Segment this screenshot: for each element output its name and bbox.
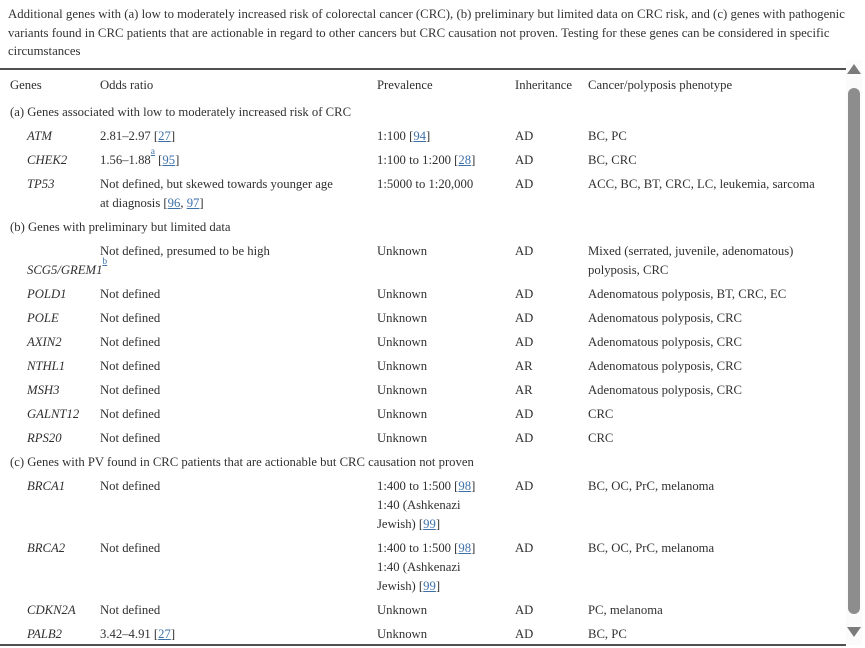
text-segment: 1:100 to 1:200 [ — [377, 152, 459, 167]
text-segment: AD — [515, 152, 534, 167]
text-segment: AD — [515, 334, 534, 349]
table-row — [0, 354, 844, 378]
prevalence-cell — [377, 402, 515, 426]
text-segment: 3.42–4.91 [ — [100, 626, 159, 641]
phenotype-cell — [588, 378, 844, 402]
text-segment: Unknown — [377, 626, 428, 641]
gene-name-cell — [0, 426, 100, 450]
text-segment: Not defined — [100, 286, 161, 301]
prevalence-cell — [377, 172, 515, 215]
table-row — [0, 536, 844, 598]
text-segment: Not defined — [100, 358, 161, 373]
text-segment: 2.81–2.97 [ — [100, 128, 159, 143]
inheritance-cell — [515, 306, 588, 330]
text-segment: 1:400 to 1:500 [ — [377, 540, 459, 555]
odds-ratio-cell — [100, 598, 377, 622]
prevalence-cell — [377, 474, 515, 536]
text-segment: Not defined — [100, 540, 161, 555]
table-row — [0, 124, 844, 148]
text-segment: CRC — [588, 430, 614, 445]
text-segment: Adenomatous polyposis, CRC — [588, 310, 743, 325]
text-segment: Not defined — [100, 406, 161, 421]
inheritance-cell — [515, 330, 588, 354]
genes-table — [0, 70, 844, 646]
prevalence-cell — [377, 148, 515, 172]
gene-name-cell — [0, 378, 100, 402]
table-row — [0, 622, 844, 646]
odds-ratio-cell — [100, 148, 377, 172]
text-segment: 1:400 to 1:500 [ — [377, 478, 459, 493]
col-header-prevalence: Prevalence — [377, 78, 433, 92]
text-segment: Jewish) [ — [377, 578, 424, 593]
text-segment: NTHL1 — [27, 358, 66, 373]
inheritance-cell — [515, 474, 588, 536]
odds-ratio-cell — [100, 536, 377, 598]
phenotype-cell — [588, 598, 844, 622]
footnote-marker[interactable] — [102, 257, 107, 267]
text-segment: GALNT12 — [27, 406, 80, 421]
text-segment — [27, 244, 30, 258]
text-segment: Unknown — [377, 310, 428, 325]
text-segment: , — [180, 195, 187, 210]
scroll-up-arrow-icon[interactable] — [847, 64, 861, 74]
text-segment: Unknown — [377, 334, 428, 349]
section-row — [0, 450, 844, 474]
col-header-odds-ratio: Odds ratio — [100, 78, 154, 92]
col-header-phenotype: Cancer/polyposis phenotype — [588, 78, 733, 92]
odds-ratio-cell — [100, 622, 377, 646]
section-label: (b) Genes with preliminary but limited data — [10, 219, 231, 234]
gene-name-cell — [0, 622, 100, 646]
table-row — [0, 598, 844, 622]
text-segment: Adenomatous polyposis, CRC — [588, 382, 743, 397]
col-header-inheritance: Inheritance — [515, 78, 573, 92]
prevalence-cell — [377, 426, 515, 450]
text-segment: Not defined — [100, 382, 161, 397]
text-segment: Unknown — [377, 602, 428, 617]
gene-name-cell — [0, 598, 100, 622]
genes-table-body — [0, 100, 844, 646]
text-segment: BC, OC, PrC, melanoma — [588, 478, 715, 493]
odds-ratio-cell — [100, 282, 377, 306]
citation-link[interactable]: a — [150, 147, 155, 158]
text-segment: ] — [426, 128, 431, 143]
text-segment: Not defined — [100, 334, 161, 349]
gene-name-cell — [0, 306, 100, 330]
prevalence-cell — [377, 306, 515, 330]
prevalence-cell — [377, 536, 515, 598]
text-segment: 1:5000 to 1:20,000 — [377, 176, 474, 191]
text-segment: Mixed (serrated, juvenile, adenomatous) polyposis, CRC — [588, 243, 794, 277]
phenotype-cell — [588, 306, 844, 330]
text-segment: Adenomatous polyposis, CRC — [588, 358, 743, 373]
text-segment: Adenomatous polyposis, CRC — [588, 334, 743, 349]
text-segment: Not defined — [100, 602, 161, 617]
text-segment: PC, melanoma — [588, 602, 663, 617]
odds-ratio-cell — [100, 402, 377, 426]
gene-name-cell — [0, 282, 100, 306]
text-segment: Adenomatous polyposis, BT, CRC, EC — [588, 286, 787, 301]
phenotype-cell — [588, 239, 844, 282]
genes-table-zone — [0, 68, 846, 646]
odds-ratio-cell — [100, 172, 377, 215]
text-segment: AD — [515, 176, 534, 191]
inheritance-cell — [515, 282, 588, 306]
phenotype-cell — [588, 474, 844, 536]
prevalence-cell — [377, 622, 515, 646]
text-segment: ] — [471, 152, 476, 167]
odds-ratio-cell — [100, 124, 377, 148]
inheritance-cell — [515, 378, 588, 402]
citation-link[interactable]: b — [102, 257, 108, 268]
table-caption: Additional genes with (a) low to moderately increased risk of colorectal cancer (CRC), (b) preliminary but limited data on CRC risk, and (c) genes with pathogenic variants found in CRC patients that are actionable in regard to other cancers but CRC causation not proven. Testing for these genes can be considered in specific circumstances — [8, 7, 845, 59]
table-row — [0, 239, 844, 282]
text-segment: AR — [515, 382, 533, 397]
citation-link[interactable]: 96 — [167, 195, 181, 210]
citation-link[interactable]: 27 — [158, 128, 171, 143]
footnote-marker[interactable] — [151, 147, 155, 157]
text-segment: AD — [515, 540, 534, 555]
gene-name-cell — [0, 474, 100, 536]
text-segment: Unknown — [377, 406, 428, 421]
citation-link[interactable]: 97 — [186, 195, 200, 210]
gene-name-cell — [0, 239, 108, 282]
gene-name-cell — [0, 124, 100, 148]
prevalence-cell — [377, 378, 515, 402]
inheritance-cell — [515, 239, 588, 282]
text-segment: AD — [515, 128, 534, 143]
prevalence-cell — [377, 354, 515, 378]
scrollbar-thumb[interactable] — [848, 88, 860, 614]
text-segment: Unknown — [377, 430, 428, 445]
citation-link[interactable]: 98 — [458, 478, 472, 493]
text-segment: AD — [515, 626, 534, 641]
scroll-down-arrow-icon[interactable] — [847, 627, 861, 637]
gene-name-cell — [0, 148, 100, 172]
section-row — [0, 215, 844, 239]
inheritance-cell — [515, 426, 588, 450]
text-segment: MSH3 — [27, 382, 60, 397]
text-segment: CRC — [588, 406, 614, 421]
inheritance-cell — [515, 148, 588, 172]
gene-name-cell — [0, 330, 100, 354]
citation-link[interactable]: 98 — [458, 540, 472, 555]
text-segment: PALB2 — [27, 626, 63, 641]
odds-ratio-cell — [100, 474, 377, 536]
phenotype-cell — [588, 402, 844, 426]
text-segment: Jewish) [ — [377, 516, 424, 531]
prevalence-cell — [377, 598, 515, 622]
text-segment: 1:100 [ — [377, 128, 414, 143]
text-segment: CDKN2A — [27, 602, 76, 617]
table-row — [0, 378, 844, 402]
text-segment: ] — [175, 152, 180, 167]
text-segment: AD — [515, 478, 534, 493]
text-segment: ] — [471, 478, 476, 493]
text-segment: POLE — [27, 310, 59, 325]
text-segment: AXIN2 — [27, 334, 62, 349]
text-segment: Unknown — [377, 286, 428, 301]
text-segment: 1:40 (Ashkenazi — [377, 497, 461, 512]
table-row — [0, 306, 844, 330]
inheritance-cell — [515, 536, 588, 598]
odds-ratio-cell — [100, 330, 377, 354]
citation-link[interactable]: 95 — [162, 152, 176, 167]
text-segment: Not defined — [100, 478, 161, 493]
odds-ratio-cell — [100, 426, 377, 450]
inheritance-cell — [515, 622, 588, 646]
text-segment: [ — [154, 152, 163, 167]
text-segment: Not defined — [100, 310, 161, 325]
text-segment: AD — [515, 430, 534, 445]
gene-name-cell — [0, 354, 100, 378]
gene-name-cell — [0, 536, 100, 598]
text-segment: RPS20 — [27, 430, 62, 445]
header-row — [0, 70, 844, 100]
text-segment: CHEK2 — [27, 152, 68, 167]
phenotype-cell — [588, 330, 844, 354]
scrollbar — [846, 60, 862, 645]
text-segment: 1.56–1.88 — [100, 152, 151, 167]
section-label: (a) Genes associated with low to moderately increased risk of CRC — [10, 104, 352, 119]
table-row — [0, 330, 844, 354]
phenotype-cell — [588, 622, 844, 646]
text-segment: ACC, BC, BT, CRC, LC, leukemia, sarcoma — [588, 176, 815, 191]
text-segment: Not defined, but skewed towards younger age — [100, 176, 333, 191]
phenotype-cell — [588, 172, 844, 215]
text-segment: Not defined, presumed to be high — [100, 243, 270, 258]
odds-ratio-cell — [100, 306, 377, 330]
text-segment: AD — [515, 406, 534, 421]
table-row — [0, 474, 844, 536]
phenotype-cell — [588, 426, 844, 450]
text-segment: ] — [170, 626, 176, 641]
prevalence-cell — [377, 239, 515, 282]
phenotype-cell — [588, 124, 844, 148]
prevalence-cell — [377, 124, 515, 148]
odds-ratio-cell — [100, 354, 377, 378]
phenotype-cell — [588, 148, 844, 172]
inheritance-cell — [515, 402, 588, 426]
text-segment: BC, OC, PrC, melanoma — [588, 540, 715, 555]
text-segment: BRCA2 — [27, 540, 66, 555]
gene-name-cell — [0, 172, 100, 215]
table-row — [0, 148, 844, 172]
table-row — [0, 402, 844, 426]
text-segment: ] — [471, 540, 476, 555]
citation-link[interactable]: 94 — [413, 128, 426, 143]
text-segment: ] — [435, 516, 441, 531]
table-row — [0, 282, 844, 306]
text-segment: at diagnosis [ — [100, 195, 168, 210]
odds-ratio-cell — [100, 378, 377, 402]
phenotype-cell — [588, 282, 844, 306]
text-segment: Unknown — [377, 243, 428, 258]
text-segment: ] — [435, 578, 441, 593]
text-segment: BC, CRC — [588, 152, 637, 167]
text-segment: BC, PC — [588, 128, 627, 143]
text-segment: AD — [515, 286, 534, 301]
text-segment: Not defined — [100, 430, 161, 445]
citation-link[interactable]: 27 — [158, 626, 171, 641]
text-segment: ] — [170, 128, 176, 143]
inheritance-cell — [515, 598, 588, 622]
text-segment: AD — [515, 602, 534, 617]
inheritance-cell — [515, 354, 588, 378]
text-segment: TP53 — [27, 176, 55, 191]
phenotype-cell — [588, 536, 844, 598]
citation-link[interactable]: 99 — [423, 578, 436, 593]
prevalence-cell — [377, 330, 515, 354]
text-segment: BC, PC — [588, 626, 627, 641]
table-row — [0, 172, 844, 215]
col-header-genes: Genes — [10, 78, 42, 92]
inheritance-cell — [515, 124, 588, 148]
text-segment: 1:40 (Ashkenazi — [377, 559, 461, 574]
text-segment: BRCA1 — [27, 478, 66, 493]
text-segment: Unknown — [377, 382, 428, 397]
inheritance-cell — [515, 172, 588, 215]
phenotype-cell — [588, 354, 844, 378]
text-segment: SCG5/GREM1 — [27, 262, 103, 277]
citation-link[interactable]: 99 — [423, 516, 436, 531]
prevalence-cell — [377, 282, 515, 306]
text-segment: AD — [515, 310, 534, 325]
gene-name-cell — [0, 402, 100, 426]
text-segment: AD — [515, 243, 534, 258]
text-segment: POLD1 — [27, 286, 67, 301]
citation-link[interactable]: 28 — [458, 152, 472, 167]
text-segment: Unknown — [377, 358, 428, 373]
odds-ratio-cell — [100, 239, 377, 282]
text-segment: ATM — [27, 128, 52, 143]
table-row — [0, 426, 844, 450]
section-label: (c) Genes with PV found in CRC patients that are actionable but CRC causation not proven — [10, 454, 474, 469]
text-segment: ] — [199, 195, 204, 210]
text-segment: AR — [515, 358, 533, 373]
section-row — [0, 100, 844, 124]
